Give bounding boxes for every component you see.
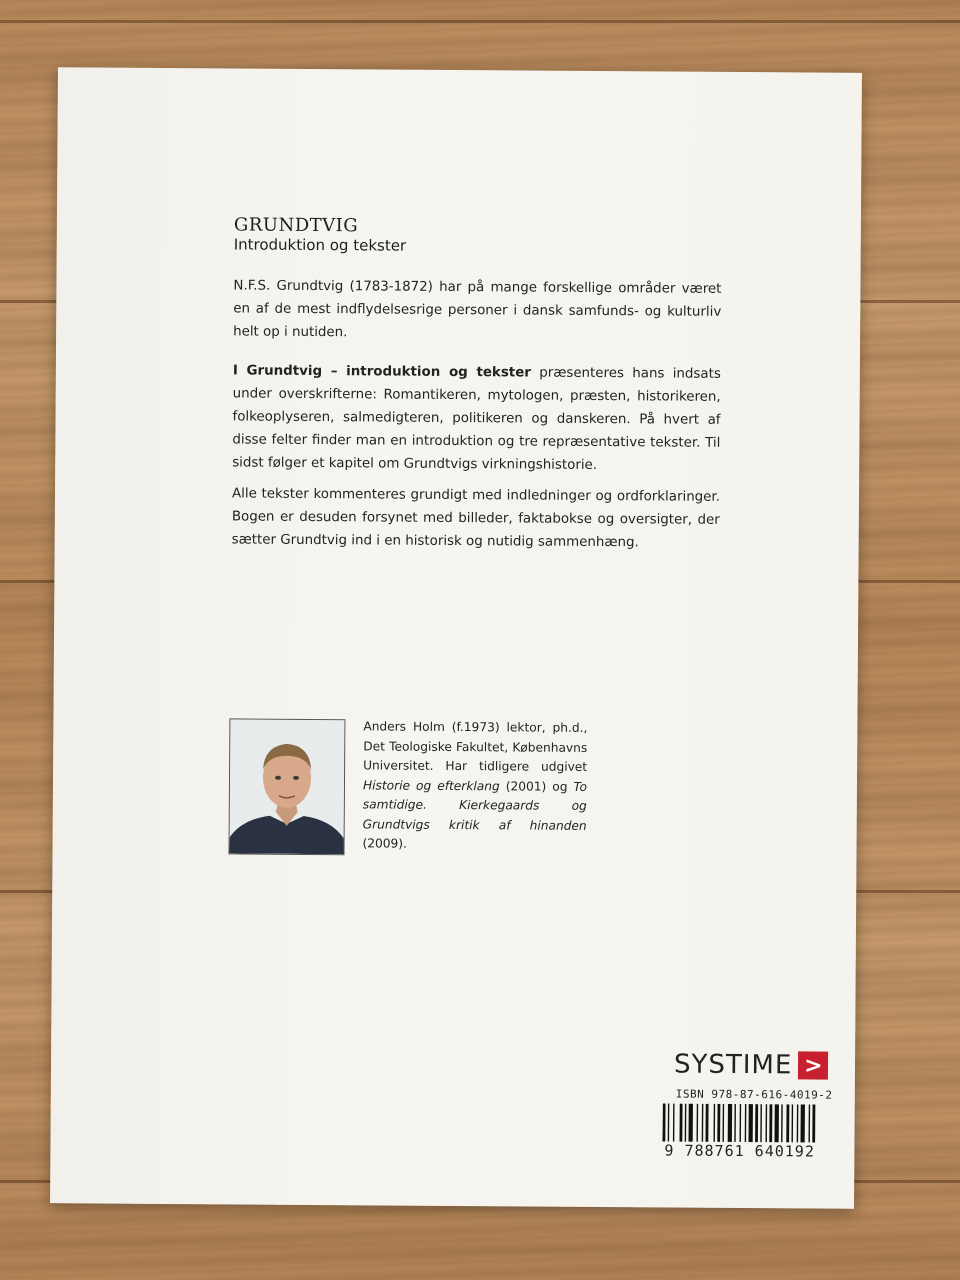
author-previous-title-1: Historie og efterklang bbox=[362, 777, 500, 793]
publisher-logo bbox=[674, 1048, 829, 1083]
publisher-name: SYSTIME bbox=[673, 1049, 793, 1081]
author-previous-title-2: To samtidige. Kierkegaards og Grundtvigs kritik af hinanden bbox=[362, 779, 588, 833]
book-subtitle: Introduktion og tekster bbox=[233, 235, 407, 255]
publisher-arrow-icon: > bbox=[798, 1051, 828, 1079]
blurb-paragraph-3: Alle tekster kommenteres grundigt med indledninger og ordforklaringer. Bogen er desuden forsynet med billeder, faktabokse og oversigter, der sætter Grundtvig ind i en historisk og nutidig sammenhæng. bbox=[231, 486, 721, 551]
author-bio-text-1: Anders Holm (f.1973) lektor, ph.d., Det Teologiske Fakultet, Københavns Universitet. Har tidligere udgivet bbox=[363, 719, 588, 774]
author-photo bbox=[228, 718, 345, 855]
blurb-paragraph-1: N.F.S. Grundtvig (1783-1872) har på mange forskellige områder været en af de mest indflydelsesrige personer i dansk samfunds- og kulturliv helt op i nutiden. bbox=[233, 278, 722, 341]
author-portrait-image bbox=[229, 719, 344, 854]
wood-plank-seam bbox=[0, 20, 960, 23]
author-bio-text-2: (2001) og bbox=[499, 778, 574, 794]
author-bio bbox=[362, 717, 587, 855]
blurb-paragraph-2-text: præsenteres hans indsats under overskrifterne: Romantikeren, mytologen, præsten, historikeren, folkeoplyseren, salmedigteren, politikeren og danskeren. På hvert af disse felter finder man en introduktion og tre repræsentative tekster. Til sidst følger et kapitel om Grundtvigs virkningshistorie. bbox=[232, 365, 721, 473]
book-title: GRUNDTVIG bbox=[233, 214, 359, 237]
isbn-label: ISBN 978-87-616-4019-2 bbox=[675, 1087, 833, 1102]
book-back-cover bbox=[50, 67, 862, 1209]
barcode-digits: 9 788761 640192 bbox=[664, 1141, 815, 1161]
blurb-book-title-bold: I Grundtvig – introduktion og tekster bbox=[232, 363, 531, 381]
author-bio-text-3: (2009). bbox=[362, 836, 408, 851]
blurb-paragraph-2 bbox=[232, 359, 721, 477]
